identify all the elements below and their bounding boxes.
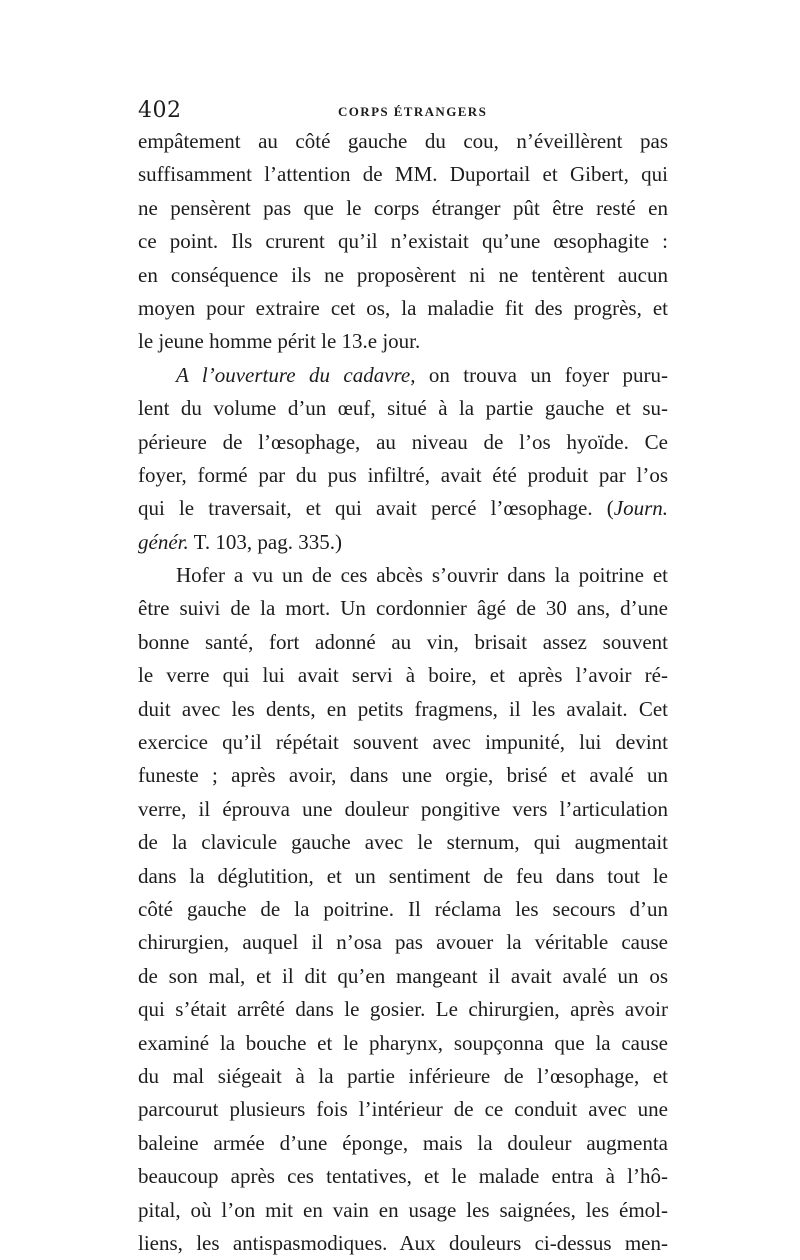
text-line: suffisamment l’attention de MM. Duportail et Gibert, qui bbox=[138, 162, 668, 187]
text-line: bonne santé, fort adonné au vin, brisait assez souvent bbox=[138, 629, 668, 654]
text-line: verre, il éprouva une douleur pongitive vers l’articulation bbox=[138, 796, 668, 821]
text-line: empâtement au côté gauche du cou, n’éveillèrent pas bbox=[138, 129, 668, 153]
text-line: parcourut plusieurs fois l’intérieur de ce conduit avec une bbox=[138, 1097, 668, 1122]
text-line: du mal siégeait à la partie inférieure de l’œsophage, et bbox=[138, 1063, 668, 1088]
body-text bbox=[138, 125, 668, 1260]
page-number: 402 bbox=[138, 98, 182, 123]
italic-phrase: A l’ouverture du cadavre, bbox=[176, 362, 416, 387]
text-line: foyer, formé par du pus infiltré, avait été produit par l’os bbox=[138, 462, 668, 487]
running-head: CORPS ÉTRANGERS bbox=[338, 104, 488, 119]
italic-phrase: génér. bbox=[138, 529, 189, 554]
text-line: baleine armée d’une éponge, mais la douleur augmenta bbox=[138, 1130, 668, 1155]
text-line: de son mal, et il dit qu’en mangeant il avait avalé un os bbox=[138, 963, 668, 988]
text-line bbox=[138, 526, 668, 559]
text-line: côté gauche de la poitrine. Il réclama les secours d’un bbox=[138, 896, 668, 921]
text-line: duit avec les dents, en petits fragmens, il les avalait. Cet bbox=[138, 696, 668, 721]
text-line: de la clavicule gauche avec le sternum, qui augmentait bbox=[138, 830, 668, 855]
text-line: examiné la bouche et le pharynx, soupçonna que la cause bbox=[138, 1030, 668, 1055]
text-line: être suivi de la mort. Un cordonnier âgé de 30 ans, d’une bbox=[138, 596, 668, 621]
text-line: funeste ; après avoir, dans une orgie, brisé et avalé un bbox=[138, 763, 668, 788]
text-line: lent du volume d’un œuf, situé à la partie gauche et su- bbox=[138, 396, 668, 421]
text-line: moyen pour extraire cet os, la maladie fit des progrès, et bbox=[138, 295, 668, 320]
text-fragment: qui le traversait, et qui avait percé l’œsophage. ( bbox=[138, 496, 614, 521]
text-line: ce point. Ils crurent qu’il n’existait qu’une œsophagite : bbox=[138, 229, 668, 254]
text-line: chirurgien, auquel il n’osa pas avouer la véritable cause bbox=[138, 930, 668, 955]
italic-phrase: Journ. bbox=[613, 496, 668, 521]
text-fragment: T. 103, pag. 335.) bbox=[188, 529, 342, 554]
text-line: Hofer a vu un de ces abcès s’ouvrir dans la poitrine et bbox=[176, 563, 668, 588]
text-line: en conséquence ils ne proposèrent ni ne tentèrent aucun bbox=[138, 262, 668, 287]
text-line: liens, les antispasmodiques. Aux douleurs ci-dessus men- bbox=[138, 1230, 668, 1255]
text-line: pital, où l’on mit en vain en usage les saignées, les émol- bbox=[138, 1197, 668, 1222]
text-line bbox=[138, 492, 668, 525]
text-line: exercice qu’il répétait souvent avec impunité, lui devint bbox=[138, 730, 668, 755]
text-fragment: on trouva un foyer puru- bbox=[415, 362, 668, 387]
text-line: périeure de l’œsophage, au niveau de l’os hyoïde. Ce bbox=[138, 429, 668, 454]
text-line bbox=[138, 359, 668, 392]
text-line: ne pensèrent pas que le corps étranger pût être resté en bbox=[138, 195, 668, 220]
text-line: dans la déglutition, et un sentiment de feu dans tout le bbox=[138, 863, 668, 888]
text-line: le verre qui lui avait servi à boire, et après l’avoir ré- bbox=[138, 663, 668, 688]
page-header bbox=[138, 98, 668, 128]
text-line: qui s’était arrêté dans le gosier. Le chirurgien, après avoir bbox=[138, 997, 668, 1022]
text-line: le jeune homme périt le 13.e jour. bbox=[138, 329, 421, 354]
text-line: beaucoup après ces tentatives, et le malade entra à l’hô- bbox=[138, 1164, 668, 1189]
